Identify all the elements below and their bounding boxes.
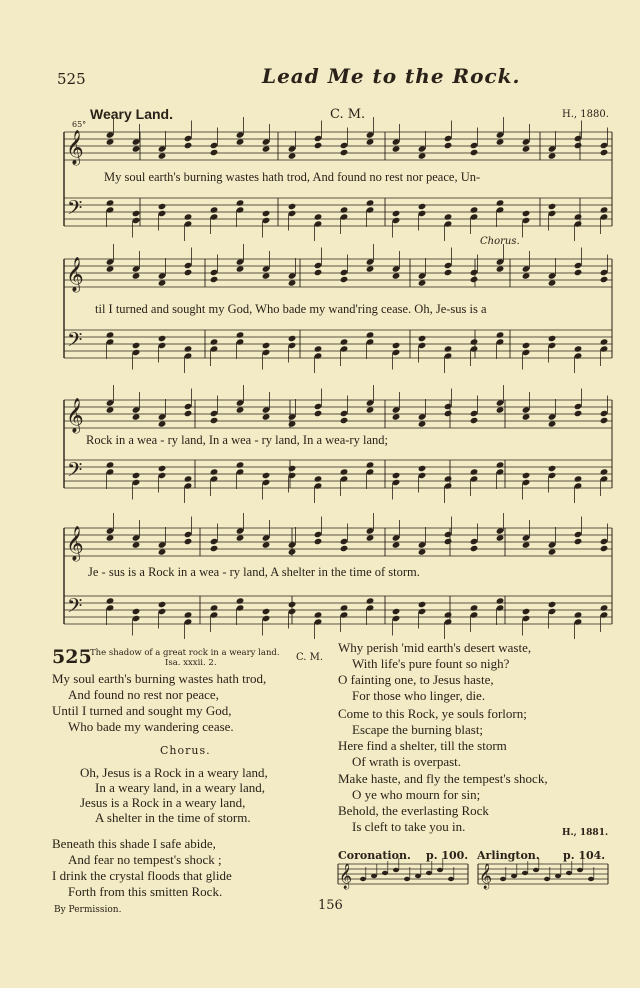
tune-author-date: H., 1880. — [562, 109, 609, 120]
lyric-line-4: Je - sus is a Rock in a wea - ry land, A shelter in the time of storm. — [88, 565, 420, 579]
alt-tune-name: Arlington. — [477, 849, 540, 862]
alt-note-head — [393, 868, 399, 872]
bass-clef: 𝄢 — [67, 196, 83, 224]
alt-tune-page: p. 104. — [563, 849, 606, 862]
verse5-line: Behold, the everlasting Rock — [338, 803, 489, 818]
verse3-line: Why perish 'mid earth's desert waste, — [338, 640, 532, 655]
alt-note-head — [500, 877, 506, 881]
verse4-line: Come to this Rock, ye souls forlorn; — [338, 706, 527, 721]
alt-note-head — [522, 871, 528, 875]
verse2-line: Beneath this shade I safe abide, — [52, 836, 216, 851]
bass-clef: 𝄢 — [67, 594, 83, 622]
alt-treble-clef: 𝄞 — [339, 864, 353, 889]
verse1-line: Until I turned and sought my God, — [52, 703, 232, 718]
verse4-line: Of wrath is overpast. — [352, 754, 462, 769]
verse4-line: Here find a shelter, till the storm — [338, 738, 507, 753]
footer-page-number: 156 — [318, 898, 343, 913]
hymn-number: 525 — [52, 646, 92, 668]
alt-tune-page: p. 100. — [426, 849, 469, 862]
verse2-line: And fear no tempest's shock ; — [68, 852, 222, 867]
alt-note-head — [555, 874, 561, 878]
verse3-line: O fainting one, to Jesus haste, — [338, 672, 494, 687]
alt-tune-name: Coronation. — [338, 849, 411, 862]
hymn-title: Lead Me to the Rock. — [262, 64, 521, 88]
alt-note-head — [371, 874, 377, 878]
lyric-line-1: My soul earth's burning wastes hath trod, And found no rest nor peace, Un- — [104, 170, 481, 184]
alt-note-head — [404, 877, 410, 881]
hymn-signature: H., 1881. — [562, 828, 609, 838]
verse2-line: I drink the crystal floods that glide — [52, 868, 232, 883]
alt-note-head — [448, 877, 454, 881]
alt-note-head — [533, 868, 539, 872]
header-page-number: 525 — [57, 70, 86, 88]
verse2-line: Forth from this smitten Rock. — [68, 884, 223, 899]
verse4-line: Escape the burning blast; — [352, 722, 484, 737]
permission-note: By Permission. — [54, 905, 122, 915]
chorus-line: In a weary land, in a weary land, — [95, 780, 266, 795]
alt-treble-clef: 𝄞 — [479, 864, 493, 889]
verse5-line: O ye who mourn for sin; — [352, 787, 481, 802]
alt-note-head — [511, 874, 517, 878]
treble-clef: 𝄞 — [66, 398, 84, 433]
treble-clef: 𝄞 — [66, 130, 84, 165]
tune-name: Weary Land. — [90, 106, 173, 122]
verse5-line: Is cleft to take you in. — [352, 819, 466, 834]
bass-clef: 𝄢 — [67, 328, 83, 356]
scripture-reference: Isa. xxxii. 2. — [165, 658, 217, 668]
verse1-line: Who bade my wandering cease. — [68, 719, 234, 734]
chorus-marker: Chorus. — [480, 236, 520, 247]
tune-number: 65° — [72, 120, 87, 129]
alt-note-head — [382, 871, 388, 875]
verse1-line: And found no rest nor peace, — [68, 687, 219, 702]
tune-meter: C. M. — [330, 107, 366, 122]
alt-note-head — [426, 871, 432, 875]
chorus-line: Jesus is a Rock in a weary land, — [80, 795, 246, 810]
alt-note-head — [544, 877, 550, 881]
treble-clef: 𝄞 — [66, 257, 84, 292]
verse3-line: For those who linger, die. — [352, 688, 486, 703]
hymn-description: The shadow of a great rock in a weary land. — [90, 648, 280, 658]
chorus-line: Oh, Jesus is a Rock in a weary land, — [80, 765, 268, 780]
alt-note-head — [415, 874, 421, 878]
chorus-line: A shelter in the time of storm. — [95, 810, 251, 825]
treble-clef: 𝄞 — [66, 526, 84, 561]
bass-clef: 𝄢 — [67, 458, 83, 486]
alt-note-head — [577, 868, 583, 872]
chorus-heading: Chorus. — [160, 744, 211, 757]
alt-note-head — [588, 877, 594, 881]
verse3-line: With life's pure fount so nigh? — [352, 656, 510, 671]
alt-note-head — [360, 877, 366, 881]
verse5-line: Make haste, and fly the tempest's shock, — [338, 771, 548, 786]
hymn-meter: C. M. — [296, 652, 324, 663]
verse1-line: My soul earth's burning wastes hath trod, — [52, 671, 267, 686]
alt-note-head — [566, 871, 572, 875]
lyric-line-2: til I turned and sought my God, Who bade my wand'ring cease. Oh, Je-sus is a — [95, 302, 487, 316]
alt-note-head — [437, 868, 443, 872]
lyric-line-3: Rock in a wea - ry land, In a wea - ry land, In a wea-ry land; — [86, 433, 388, 447]
